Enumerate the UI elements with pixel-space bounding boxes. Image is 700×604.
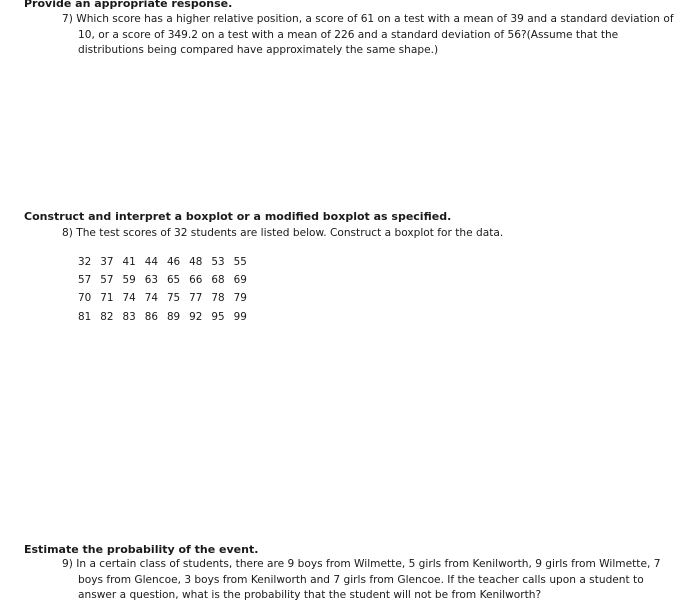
score-cell: 83 [122, 310, 136, 323]
question-7 [62, 12, 674, 59]
question-7-line-3: distributions being compared have approximately the same shape.) [78, 44, 439, 56]
score-cell: 57 [78, 274, 92, 287]
score-cell: 59 [122, 274, 136, 287]
score-cell: 46 [166, 256, 181, 269]
test-scores-table [78, 253, 256, 326]
scores-row [78, 308, 256, 326]
score-cell: 74 [122, 292, 136, 305]
question-9-line-2: boys from Glencoe, 3 boys from Kenilworth and 7 girls from Glencoe. If the teacher calls upon a student to [78, 573, 644, 586]
score-cell: 89 [166, 310, 181, 323]
question-8-line-1: 8) The test scores of 32 students are listed below. Construct a boxplot for the data. [62, 227, 504, 239]
score-cell: 66 [189, 274, 203, 287]
score-cell: 74 [144, 292, 158, 305]
score-cell: 53 [211, 256, 225, 269]
score-cell: 44 [144, 256, 158, 269]
section-heading-probability: Estimate the probability of the event. [24, 543, 259, 556]
score-cell: 82 [100, 310, 114, 323]
question-8 [62, 226, 652, 242]
score-cell: 69 [233, 274, 247, 287]
score-cell: 71 [100, 292, 114, 305]
score-cell: 99 [233, 310, 247, 323]
question-7-line-1: 7) Which score has a higher relative position, a score of 61 on a test with a mean of 39 and a standard deviation of [62, 13, 674, 25]
score-cell: 68 [211, 274, 225, 287]
score-cell: 77 [189, 292, 203, 305]
scores-row [78, 271, 256, 289]
score-cell: 81 [78, 310, 92, 323]
score-cell: 79 [233, 292, 247, 305]
question-9 [62, 557, 661, 604]
question-9-line-1: 9) In a certain class of students, there are 9 boys from Wilmette, 5 girls from Kenilworth, 9 girls from Wilmette, 7 [62, 558, 661, 570]
scores-row [78, 253, 256, 271]
score-cell: 48 [189, 256, 203, 269]
score-cell: 55 [233, 256, 247, 269]
score-cell: 92 [189, 310, 203, 323]
section-heading-boxplot: Construct and interpret a boxplot or a modified boxplot as specified. [24, 210, 452, 223]
score-cell: 86 [144, 310, 158, 323]
scores-row [78, 289, 256, 307]
score-cell: 41 [122, 256, 136, 269]
score-cell: 65 [166, 274, 181, 287]
section-heading-response: Provide an appropriate response. [24, 0, 233, 10]
score-cell: 95 [211, 310, 225, 323]
question-9-line-3: answer a question, what is the probability that the student will not be from Kenilworth? [78, 589, 542, 601]
question-7-line-2: 10, or a score of 349.2 on a test with a mean of 226 and a standard deviation of 56?(Assume that the [78, 28, 619, 41]
score-cell: 37 [100, 256, 114, 269]
score-cell: 78 [211, 292, 225, 305]
score-cell: 75 [166, 292, 181, 305]
score-cell: 63 [144, 274, 158, 287]
score-cell: 32 [78, 256, 92, 269]
score-cell: 70 [78, 292, 92, 305]
score-cell: 57 [100, 274, 114, 287]
